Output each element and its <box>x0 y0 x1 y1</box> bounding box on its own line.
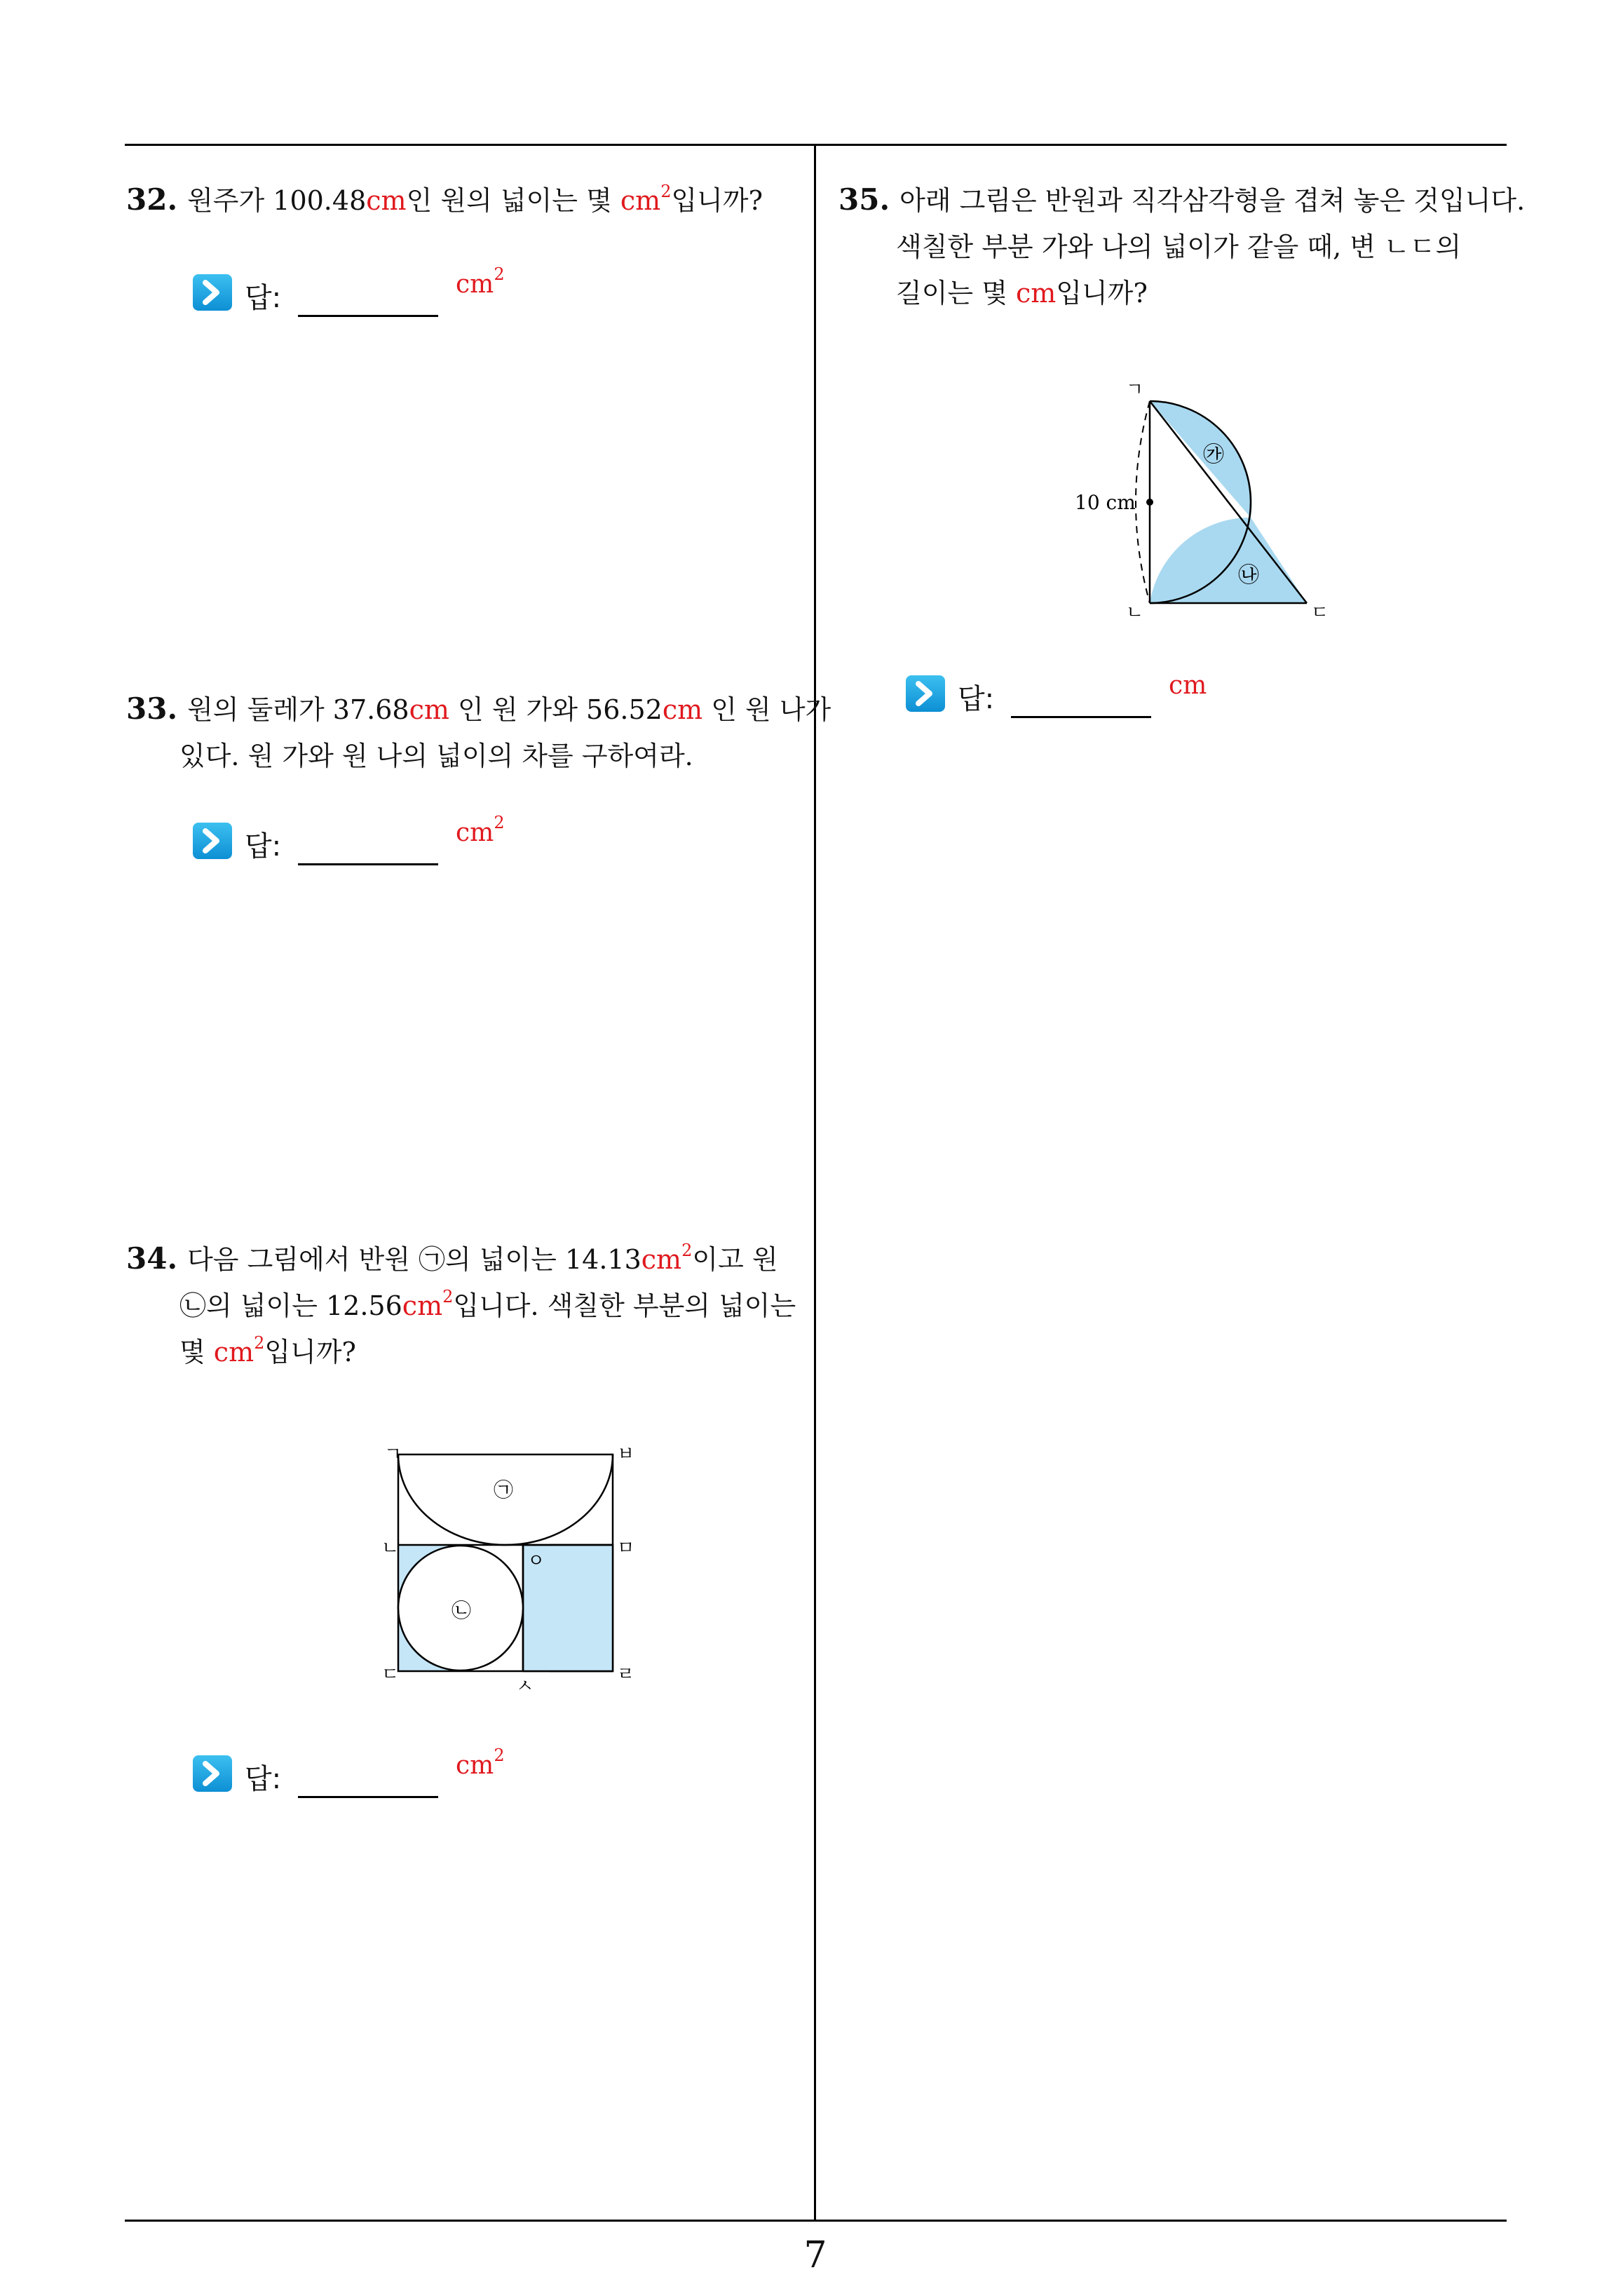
answer-blank[interactable] <box>298 315 438 317</box>
q32-text-c: 입니까? <box>671 185 763 216</box>
answer-blank[interactable] <box>1011 716 1151 718</box>
q32-text-b: 인 원의 넓이는 몇 <box>406 185 620 216</box>
answer-unit <box>1169 671 1207 700</box>
q35-text-c: 입니까? <box>1056 278 1148 309</box>
q35-line2: 색칠한 부분 가와 나의 넓이가 같을 때, 변 ㄴㄷ의 <box>896 231 1462 262</box>
q34-text-a: 다음 그림에서 반원 ㉠의 넓이는 14.13 <box>187 1244 641 1275</box>
label-nieun: ㄴ <box>1126 602 1144 623</box>
label-semicircle: ㉠ <box>494 1478 514 1501</box>
unit-sup: 2 <box>494 1745 505 1765</box>
unit-cm: cm <box>409 694 449 725</box>
answer-unit <box>456 1745 505 1780</box>
q33-line2: 있다. 원 가와 원 나의 넓이의 차를 구하여라. <box>179 741 693 771</box>
unit-cm: cm <box>1016 278 1057 309</box>
question-34 <box>126 1236 796 1375</box>
label-ieung: ㅇ <box>527 1551 545 1572</box>
question-32 <box>126 177 763 224</box>
q34-line1 <box>126 1236 796 1283</box>
answer-blank[interactable] <box>298 1796 438 1798</box>
question-number: 34. <box>126 1241 178 1276</box>
unit-cm: cm <box>620 185 661 216</box>
label-mieum: ㅁ <box>617 1538 635 1559</box>
unit-sup: 2 <box>660 182 672 201</box>
label-giyeok: ㄱ <box>384 1444 402 1465</box>
unit-cm: cm <box>402 1290 443 1321</box>
unit-sup: 2 <box>494 813 505 832</box>
label-digeut: ㄷ <box>1311 602 1329 623</box>
answer-label: 답: <box>245 1763 282 1795</box>
label-na: ㉯ <box>1238 563 1259 588</box>
q34-text-f: 입니까? <box>264 1337 356 1368</box>
label-rieul: ㄹ <box>617 1664 635 1685</box>
unit-cm: cm <box>1169 671 1207 700</box>
label-digeut: ㄷ <box>381 1664 400 1685</box>
question-number: 33. <box>126 691 178 726</box>
unit-cm: cm <box>641 1244 682 1275</box>
q35-line1 <box>838 177 1525 224</box>
question-number: 35. <box>838 182 890 217</box>
q33-text-a: 원의 둘레가 37.68 <box>187 694 409 725</box>
label-siot: ㅅ <box>516 1676 534 1697</box>
unit-cm: cm <box>456 818 494 847</box>
shaded-region-ga <box>1150 401 1252 518</box>
unit-sup: 2 <box>681 1241 693 1260</box>
question-33 <box>126 686 831 779</box>
q33-line1 <box>126 686 831 733</box>
question-number: 32. <box>126 182 178 217</box>
dimension-label: 10 cm <box>1075 491 1136 514</box>
answer-label: 답: <box>245 282 282 314</box>
chevron-right-icon <box>193 1755 232 1792</box>
unit-cm: cm <box>213 1337 254 1368</box>
chevron-right-icon <box>193 823 232 859</box>
label-giyeok: ㄱ <box>1126 379 1144 400</box>
answer-unit <box>456 264 505 299</box>
unit-sup: 2 <box>494 264 505 284</box>
unit-cm: cm <box>662 694 703 725</box>
chevron-right-icon <box>193 274 232 311</box>
q34-text-e: 몇 <box>179 1337 214 1368</box>
q34-text-d: 입니다. 색칠한 부분의 넓이는 <box>453 1290 796 1321</box>
q35-line3 <box>838 270 1525 316</box>
q32-text-a: 원주가 100.48 <box>187 185 367 216</box>
question-35 <box>838 177 1525 316</box>
label-nieun: ㄴ <box>381 1538 400 1559</box>
answer-blank[interactable] <box>298 863 438 865</box>
q34-text-c: ㉡의 넓이는 12.56 <box>179 1290 402 1321</box>
q35-text-b: 길이는 몇 <box>896 278 1016 309</box>
q34-text-b: 이고 원 <box>692 1244 778 1275</box>
unit-cm: cm <box>456 1751 494 1780</box>
q34-line2 <box>126 1283 796 1329</box>
bottom-rule <box>125 2220 1507 2222</box>
q33-text-b: 인 원 가와 56.52 <box>449 694 663 725</box>
answer-unit <box>456 813 505 847</box>
unit-cm: cm <box>456 270 494 299</box>
shaded-region-na <box>1150 518 1307 603</box>
unit-sup: 2 <box>442 1287 454 1306</box>
figure-34 <box>372 1438 635 1704</box>
q35-text-a: 아래 그림은 반원과 직각삼각형을 겹쳐 놓은 것입니다. <box>899 185 1526 216</box>
unit-cm: cm <box>366 185 407 216</box>
label-bieup: ㅂ <box>617 1444 635 1465</box>
answer-label: 답: <box>245 830 282 863</box>
label-circle: ㉡ <box>451 1599 472 1622</box>
unit-sup: 2 <box>254 1333 265 1353</box>
q34-line3 <box>126 1329 796 1375</box>
answer-label: 답: <box>958 683 995 715</box>
page-number: 7 <box>803 2234 827 2276</box>
chevron-right-icon <box>906 675 945 712</box>
column-divider <box>814 144 816 2221</box>
q33-text-c: 인 원 나가 <box>702 694 831 725</box>
label-ga: ㉮ <box>1203 443 1224 467</box>
figure-35 <box>1073 379 1353 624</box>
